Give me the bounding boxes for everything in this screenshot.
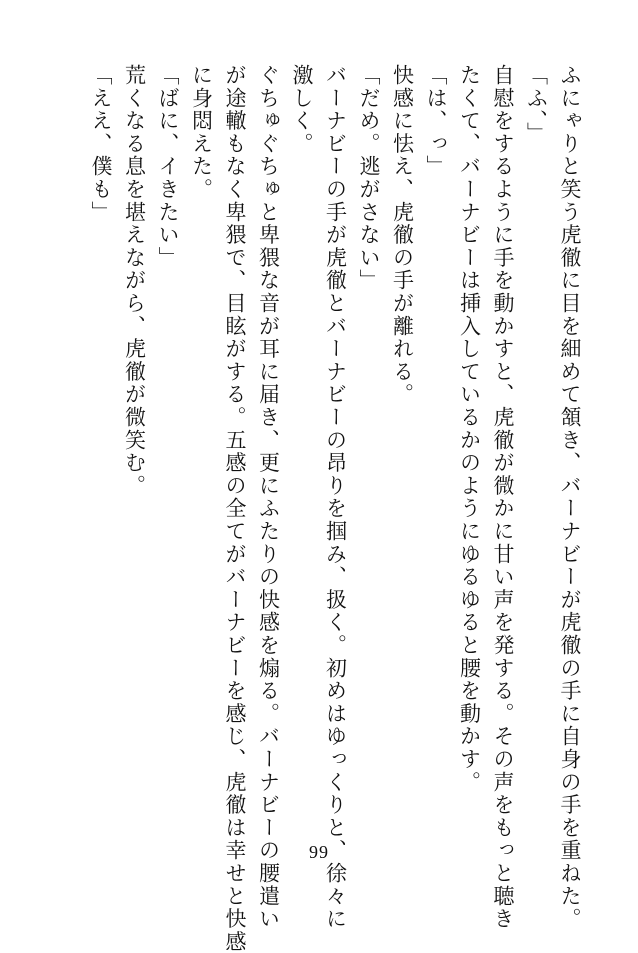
- text-line: たくて、バーナビーは挿入しているかのようにゆるゆると腰を動かす。: [457, 64, 482, 794]
- text-line: 荒くなる息を堪えながら、虎徹が微笑む。: [122, 64, 147, 498]
- text-line: 「ふ、」: [524, 64, 549, 145]
- text-line: 「ばに、イきたい」: [156, 64, 180, 270]
- text-line: に身悶えた。: [189, 64, 214, 201]
- text-line: 「ええ、僕も」: [89, 64, 113, 224]
- text-line: ぐちゅぐちゅと卑猥な音が耳に届き、更にふたりの快感を煽る。バーナビーの腰遣い: [256, 64, 281, 931]
- text-line: 自慰をするように手を動かすと、虎徹が微かに甘い声を発する。その声をもっと聴き: [491, 64, 515, 931]
- page-number: 99: [309, 842, 329, 862]
- text-line: 快感に怯え、虎徹の手が離れる。: [390, 64, 415, 406]
- text-line: が途轍もなく卑猥で、目眩がする。五感の全てがバーナビーを感じ、虎徹は幸せと快感: [223, 64, 247, 953]
- text-line: バーナビーの手が虎徹とバーナビーの昂りを掴み、扱く。初めはゆっくりと、徐々に: [323, 64, 348, 931]
- text-line: ふにゃりと笑う虎徹に目を細めて頷き、バーナビーが虎徹の手に自身の手を重ねた。: [558, 64, 582, 931]
- text-line: 激しく。: [290, 64, 314, 156]
- text-line: 「だめ。逃がさない」: [357, 64, 381, 292]
- text-line: 「は、っ」: [424, 64, 448, 178]
